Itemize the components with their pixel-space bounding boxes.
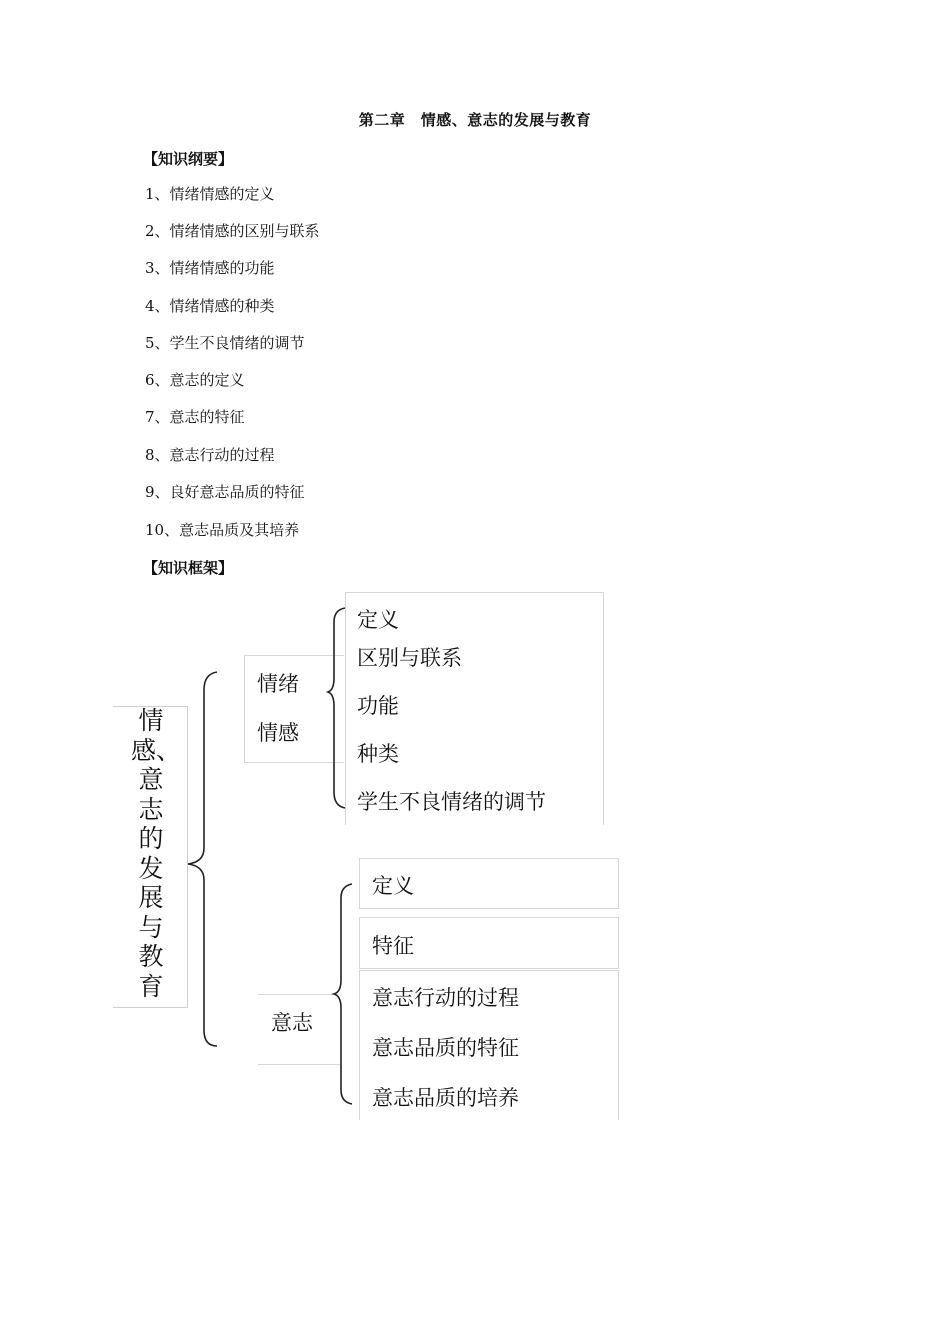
emotion-item-types: 种类 — [357, 742, 399, 766]
emotion-label-line1: 情绪 — [257, 672, 299, 696]
outline-item: 3、情绪情感的功能 — [145, 259, 275, 277]
will-item-definition: 定义 — [372, 874, 414, 898]
outline-item: 4、情绪情感的种类 — [145, 297, 275, 315]
root-brace — [188, 672, 217, 1046]
outline-item: 10、意志品质及其培养 — [145, 521, 300, 539]
outline-item: 5、学生不良情绪的调节 — [145, 334, 305, 352]
outline-item: 6、意志的定义 — [145, 371, 245, 389]
emotion-item-difference: 区别与联系 — [357, 646, 462, 670]
will-item-quality-cultivation: 意志品质的培养 — [372, 1086, 519, 1110]
emotion-brace — [328, 608, 345, 808]
will-item-feature: 特征 — [372, 934, 414, 958]
emotion-item-regulation: 学生不良情绪的调节 — [357, 790, 546, 814]
emotion-label-line2: 情感 — [257, 721, 299, 745]
framework-heading: 【知识框架】 — [143, 559, 234, 577]
will-brace — [334, 884, 352, 1104]
outline-item: 8、意志行动的过程 — [145, 446, 275, 464]
outline-item: 2、情绪情感的区别与联系 — [145, 222, 320, 240]
emotion-item-function: 功能 — [357, 694, 399, 718]
will-item-process: 意志行动的过程 — [372, 986, 519, 1010]
outline-heading: 【知识纲要】 — [143, 150, 234, 168]
outline-item: 9、良好意志品质的特征 — [145, 483, 305, 501]
outline-item: 7、意志的特征 — [145, 408, 245, 426]
will-item-quality-features: 意志品质的特征 — [372, 1036, 519, 1060]
will-label: 意志 — [271, 1011, 313, 1035]
outline-item: 1、情绪情感的定义 — [145, 185, 275, 203]
framework-root-title: 情感、意志的发展与教育 — [131, 706, 182, 1001]
chapter-title: 第二章 情感、意志的发展与教育 — [358, 111, 592, 129]
emotion-item-definition: 定义 — [357, 608, 399, 632]
